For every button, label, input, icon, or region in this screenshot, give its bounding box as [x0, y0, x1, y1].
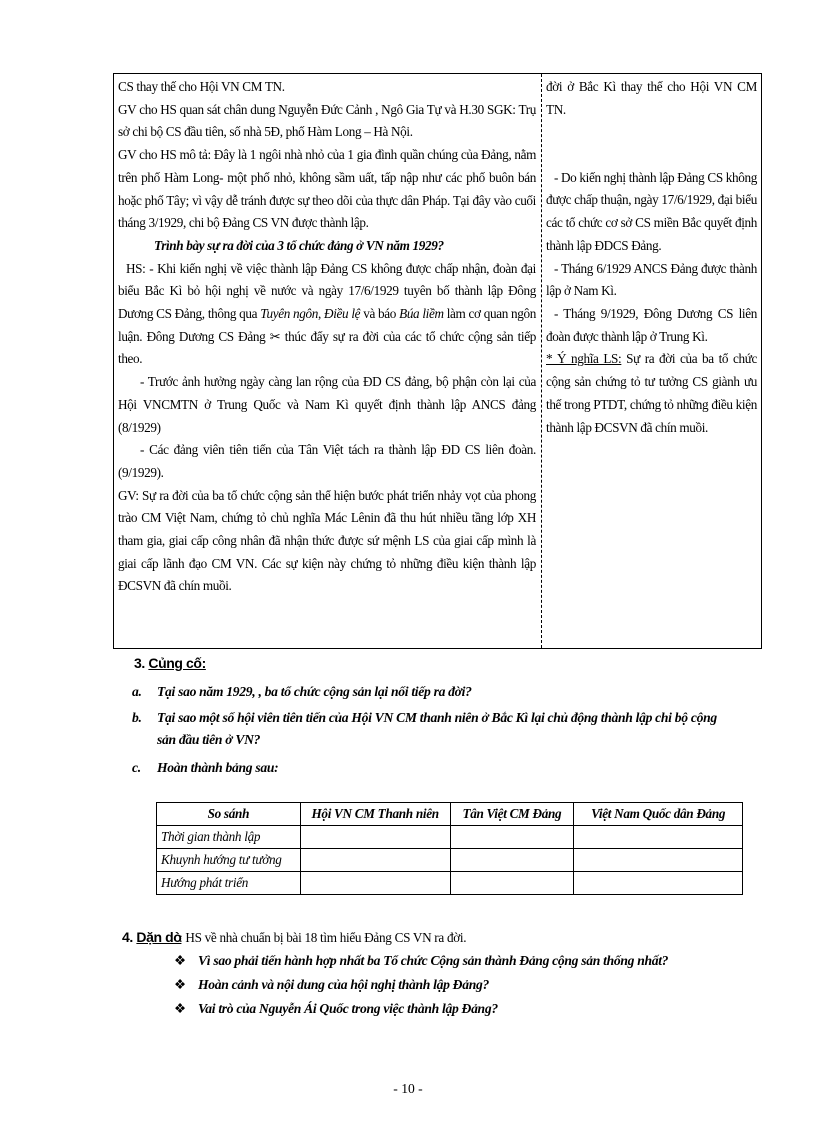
- right-paragraph-3: - Tháng 6/1929 ANCS Đảng được thành lập ở Nam Kì.: [546, 260, 757, 299]
- diamond-bullet-icon: ❖: [174, 977, 186, 992]
- column-divider: [541, 74, 542, 648]
- empty-cell[interactable]: [450, 849, 574, 872]
- empty-cell[interactable]: [574, 826, 743, 849]
- empty-cell[interactable]: [450, 872, 574, 895]
- review-question-b: b. Tại sao một số hội viên tiên tiến của Hội VN CM thanh niên ở Bắc Kì lại chủ động thành lập chi bộ cộng sản đầu tiên ở VN?: [132, 710, 717, 747]
- empty-cell[interactable]: [300, 872, 450, 895]
- comparison-table-header: [157, 803, 743, 826]
- comparison-table: [156, 802, 743, 895]
- table-row: [157, 872, 743, 895]
- review-question-a: a. Tại sao năm 1929, , ba tổ chức cộng sản lại nối tiếp ra đời?: [132, 684, 472, 699]
- empty-cell[interactable]: [574, 872, 743, 895]
- empty-cell[interactable]: [300, 826, 450, 849]
- cung-co-heading: 3. Củng cố:: [134, 655, 206, 671]
- historical-significance: * Ý nghĩa LS: Sự ra đời của ba tổ chức cộng sản chứng tỏ tư tưởng CS giành ưu thế trong PTDT, chứng tỏ những điều kiện thành lập ĐCSVN đã chín muồi.: [546, 351, 757, 435]
- left-paragraph-4: HS: - Khi kiến nghị về việc thành lập Đảng CS không được chấp nhận, đoàn đại biểu Bắc Kì bỏ hội nghị về nước và ngày 17/6/1929 tuyên bố thành lập Đông Dương CS Đảng, thông qua Tuyên ngôn, Điều lệ và báo Búa liềm làm cơ quan ngôn luận. Đông Dương CS Đảng ✂ thúc đẩy sự ra đời của các tổ chức cộng sản tiếp theo.: [118, 260, 536, 367]
- table-row: [157, 826, 743, 849]
- table-header-cell: Việt Nam Quốc dân Đảng: [574, 803, 743, 826]
- right-paragraph-1: đời ở Bắc Kì thay thế cho Hội VN CM TN.: [546, 79, 757, 117]
- row-label: Hướng phát triển: [157, 872, 301, 895]
- diamond-bullet-icon: ❖: [174, 1001, 186, 1016]
- table-header-cell: Hội VN CM Thanh niên: [300, 803, 450, 826]
- table-header-cell: So sánh: [157, 803, 301, 826]
- dan-do-instruction: : HS về nhà chuẩn bị bài 18 tìm hiểu Đảng CS VN ra đời.: [179, 930, 467, 945]
- right-paragraph-4: - Tháng 9/1929, Đông Dương CS liên đoàn được thành lập ở Trung Kì.: [546, 306, 757, 344]
- homework-item-3: ❖ Vai trò của Nguyễn Ái Quốc trong việc thành lập Đảng?: [174, 1001, 498, 1016]
- empty-cell[interactable]: [450, 826, 574, 849]
- homework-item-2: ❖ Hoàn cảnh và nội dung của hội nghị thành lập Đảng?: [174, 977, 489, 992]
- knowledge-column: [546, 76, 757, 439]
- left-paragraph-5: - Trước ảnh hưởng ngày càng lan rộng của ĐD CS đảng, bộ phận còn lại của Hội VNCMTN ở Trung Quốc và Nam Kì quyết định thành lập ANCS đảng (8/1929): [118, 374, 536, 435]
- right-paragraph-2: - Do kiến nghị thành lập Đảng CS không được chấp thuận, ngày 17/6/1929, đại biểu các tổ chức cơ sở CS miền Bắc quyết định thành lập ĐDCS Đảng.: [546, 169, 757, 253]
- diamond-bullet-icon: ❖: [174, 953, 186, 968]
- page-number: - 10 -: [393, 1081, 423, 1096]
- discussion-question: Trình bày sự ra đời của 3 tổ chức đảng ở VN năm 1929?: [154, 237, 444, 253]
- lesson-table: [113, 73, 762, 649]
- left-paragraph-7: GV: Sự ra đời của ba tổ chức cộng sản thể hiện bước phát triển nhảy vọt của phong trào CM Việt Nam, chứng tỏ chủ nghĩa Mác Lênin đã thu hút nhiều tầng lớp XH tham gia, giai cấp công nhân đã nhận thức được sứ mệnh LS của giai cấp mình là giai cấp lãnh đạo CM VN. Các sự kiện này chứng tỏ những điều kiện thành lập ĐCSVN đã chín muồi.: [118, 487, 536, 594]
- left-paragraph-1: CS thay thế cho Hội VN CM TN.: [118, 79, 285, 94]
- empty-cell[interactable]: [574, 849, 743, 872]
- teacher-student-activity-column: [118, 76, 536, 598]
- homework-item-1: ❖ Vì sao phải tiến hành hợp nhất ba Tổ chức Cộng sản thành Đảng cộng sản thống nhất?: [174, 953, 669, 968]
- table-header-cell: Tân Việt CM Đảng: [450, 803, 574, 826]
- table-row: [157, 849, 743, 872]
- dan-do-heading: 4. Dặn dò: [122, 929, 182, 945]
- row-label: Khuynh hướng tư tưởng: [157, 849, 301, 872]
- review-question-c: c. Hoàn thành bảng sau:: [132, 760, 279, 775]
- empty-cell[interactable]: [300, 849, 450, 872]
- left-paragraph-3: GV cho HS mô tả: Đây là 1 ngôi nhà nhỏ của 1 gia đình quần chúng của Đảng, nằm trên phố Hàm Long- một phố nhỏ, không sầm uất, tấp nập như các phố buôn bán hoặc phố Tây; vì vậy dễ tránh được sự theo dõi của thực dân Pháp. Tại đây vào cuối tháng 3/1929, chi bộ Đảng CS VN được thành lập.: [118, 147, 536, 231]
- left-paragraph-6: - Các đảng viên tiên tiến của Tân Việt tách ra thành lập ĐD CS liên đoàn. (9/1929).: [118, 442, 536, 480]
- left-paragraph-2: GV cho HS quan sát chân dung Nguyễn Đức Cảnh , Ngô Gia Tự và H.30 SGK: Trụ sở chi bộ CS đầu tiên, số nhà 5Đ, phố Hàm Long – Hà Nội.: [118, 101, 536, 140]
- row-label: Thời gian thành lập: [157, 826, 301, 849]
